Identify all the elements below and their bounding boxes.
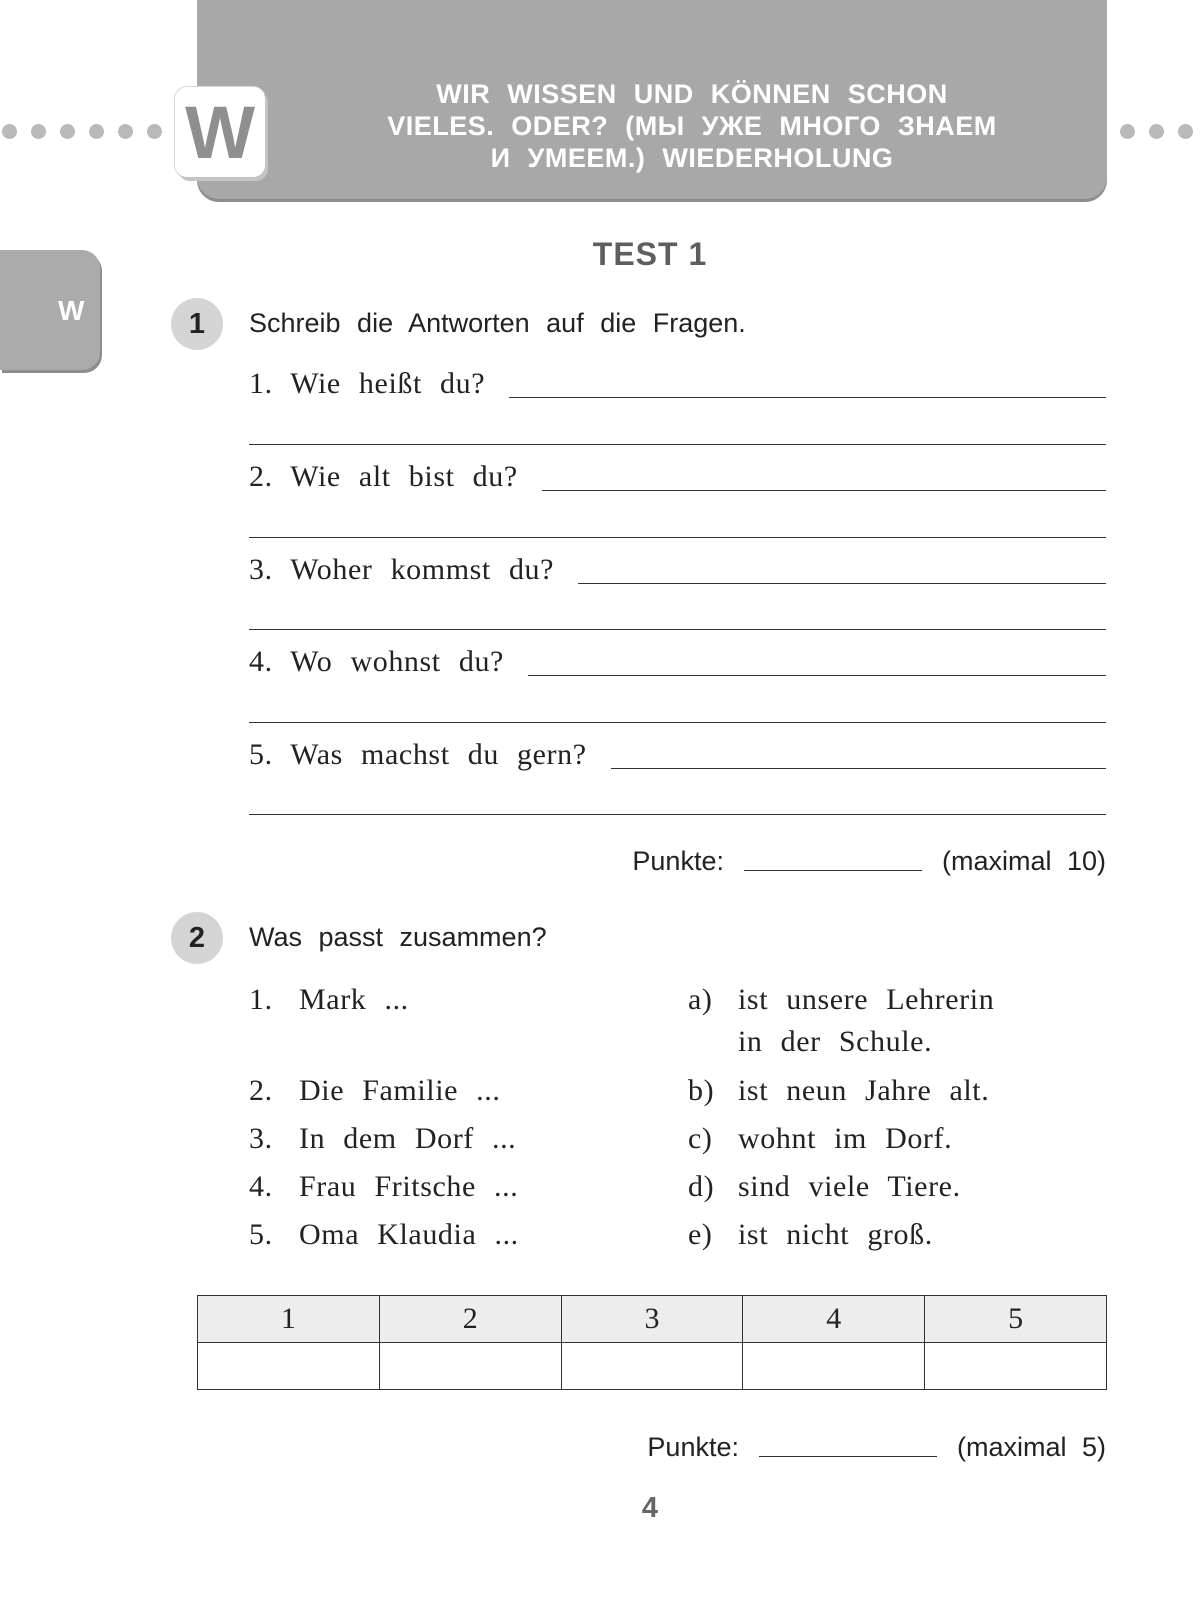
question-3: 3. Woher kommst du? [249, 553, 555, 586]
answer-cell-3[interactable] [561, 1343, 743, 1390]
match-right-letter-b: b) [688, 1074, 715, 1107]
match-right-text-c: wohnt im Dorf. [738, 1122, 953, 1155]
question-4: 4. Wo wohnst du? [249, 645, 504, 678]
question-1: 1. Wie heißt du? [249, 367, 486, 400]
chapter-title-line-2: VIELES. ODER? (МЫ УЖЕ МНОГО ЗНАЕМ [387, 111, 997, 141]
match-right-item-d [688, 1169, 961, 1205]
match-right-item-e [688, 1217, 933, 1253]
match-right-letter-d: d) [688, 1170, 715, 1203]
answer-cell-1[interactable] [198, 1343, 380, 1390]
task-1-points-field[interactable] [744, 869, 922, 871]
match-right-item-a-continued [738, 1024, 932, 1060]
match-left-text-4: Frau Fritsche ... [299, 1170, 519, 1203]
decorative-dots-right [1120, 124, 1193, 139]
answer-line-5a[interactable] [611, 767, 1106, 769]
match-left-item-5 [249, 1217, 519, 1253]
match-right-item-c [688, 1121, 952, 1157]
answer-line-1a[interactable] [509, 396, 1106, 398]
task-1-points-max: (maximal 10) [941, 846, 1106, 876]
match-right-letter-a: a) [688, 983, 713, 1016]
answer-table-header-2: 2 [379, 1296, 561, 1343]
match-right-text-b: ist neun Jahre alt. [738, 1074, 990, 1107]
match-right-letter-c: c) [688, 1122, 713, 1155]
task-2-points [647, 1432, 1106, 1463]
chapter-badge: W [175, 87, 265, 177]
answer-line-3b[interactable] [249, 629, 1106, 630]
match-left-num-3: 3. [249, 1122, 273, 1155]
match-left-item-2 [249, 1073, 500, 1109]
task-1-points-label: Punkte: [632, 846, 724, 876]
match-left-num-1: 1. [249, 983, 273, 1016]
question-row-2 [249, 451, 1106, 495]
answer-table-header-1: 1 [198, 1296, 380, 1343]
answer-cell-4[interactable] [743, 1343, 925, 1390]
answer-line-5b[interactable] [249, 814, 1106, 815]
answer-line-3a[interactable] [578, 582, 1106, 584]
match-left-text-5: Oma Klaudia ... [299, 1218, 519, 1251]
answer-table-header-3: 3 [561, 1296, 743, 1343]
answer-table-header-row [198, 1296, 1107, 1343]
match-right-text-a-line2: in der Schule. [738, 1025, 933, 1058]
match-left-item-3 [249, 1121, 516, 1157]
match-left-item-4 [249, 1169, 518, 1205]
side-tab-label: W [58, 295, 85, 326]
match-right-letter-e: e) [688, 1218, 713, 1251]
match-left-text-2: Die Familie ... [299, 1074, 501, 1107]
answer-line-4b[interactable] [249, 722, 1106, 723]
task-2-number: 2 [171, 912, 223, 964]
answer-table-input-row [198, 1343, 1107, 1390]
match-left-num-5: 5. [249, 1218, 273, 1251]
answer-line-2a[interactable] [542, 489, 1106, 491]
answer-cell-5[interactable] [925, 1343, 1107, 1390]
question-row-4 [249, 636, 1106, 680]
match-right-item-b [688, 1073, 989, 1109]
chapter-title-line-1: WIR WISSEN UND KÖNNEN SCHON [436, 79, 948, 109]
question-row-1 [249, 358, 1106, 402]
question-row-3 [249, 544, 1106, 588]
match-left-text-3: In dem Dorf ... [299, 1122, 517, 1155]
task-2-points-max: (maximal 5) [956, 1432, 1106, 1462]
match-left-num-4: 4. [249, 1170, 273, 1203]
task-2-points-field[interactable] [759, 1455, 937, 1457]
question-row-5 [249, 729, 1106, 773]
match-right-text-d: sind viele Tiere. [738, 1170, 961, 1203]
question-2: 2. Wie alt bist du? [249, 460, 518, 493]
chapter-title-line-3: И УМЕЕМ.) WIEDERHOLUNG [490, 143, 894, 173]
match-right-item-a [688, 982, 994, 1018]
match-right-text-a-line1: ist unsere Lehrerin [738, 983, 995, 1016]
chapter-title [277, 78, 1107, 174]
page-number: 4 [641, 1492, 659, 1524]
task-1-instruction: Schreib die Antworten auf die Fragen. [249, 308, 746, 338]
answer-line-2b[interactable] [249, 537, 1106, 538]
match-right-text-e: ist nicht groß. [738, 1218, 933, 1251]
match-left-num-2: 2. [249, 1074, 273, 1107]
chapter-header-banner [197, 0, 1107, 202]
answer-table [197, 1295, 1107, 1390]
task-2-instruction: Was passt zusammen? [249, 922, 547, 952]
decorative-dots-left [2, 124, 162, 139]
side-section-tab [0, 250, 100, 370]
answer-line-4a[interactable] [528, 674, 1106, 676]
answer-table-header-5: 5 [925, 1296, 1107, 1343]
task-1-points [632, 846, 1106, 877]
test-title: TEST 1 [592, 236, 708, 272]
task-1-number: 1 [171, 298, 223, 350]
answer-cell-2[interactable] [379, 1343, 561, 1390]
match-left-text-1: Mark ... [299, 983, 409, 1016]
question-5: 5. Was machst du gern? [249, 738, 587, 771]
task-2-points-label: Punkte: [647, 1432, 739, 1462]
match-left-item-1 [249, 982, 409, 1018]
answer-line-1b[interactable] [249, 444, 1106, 445]
answer-table-header-4: 4 [743, 1296, 925, 1343]
